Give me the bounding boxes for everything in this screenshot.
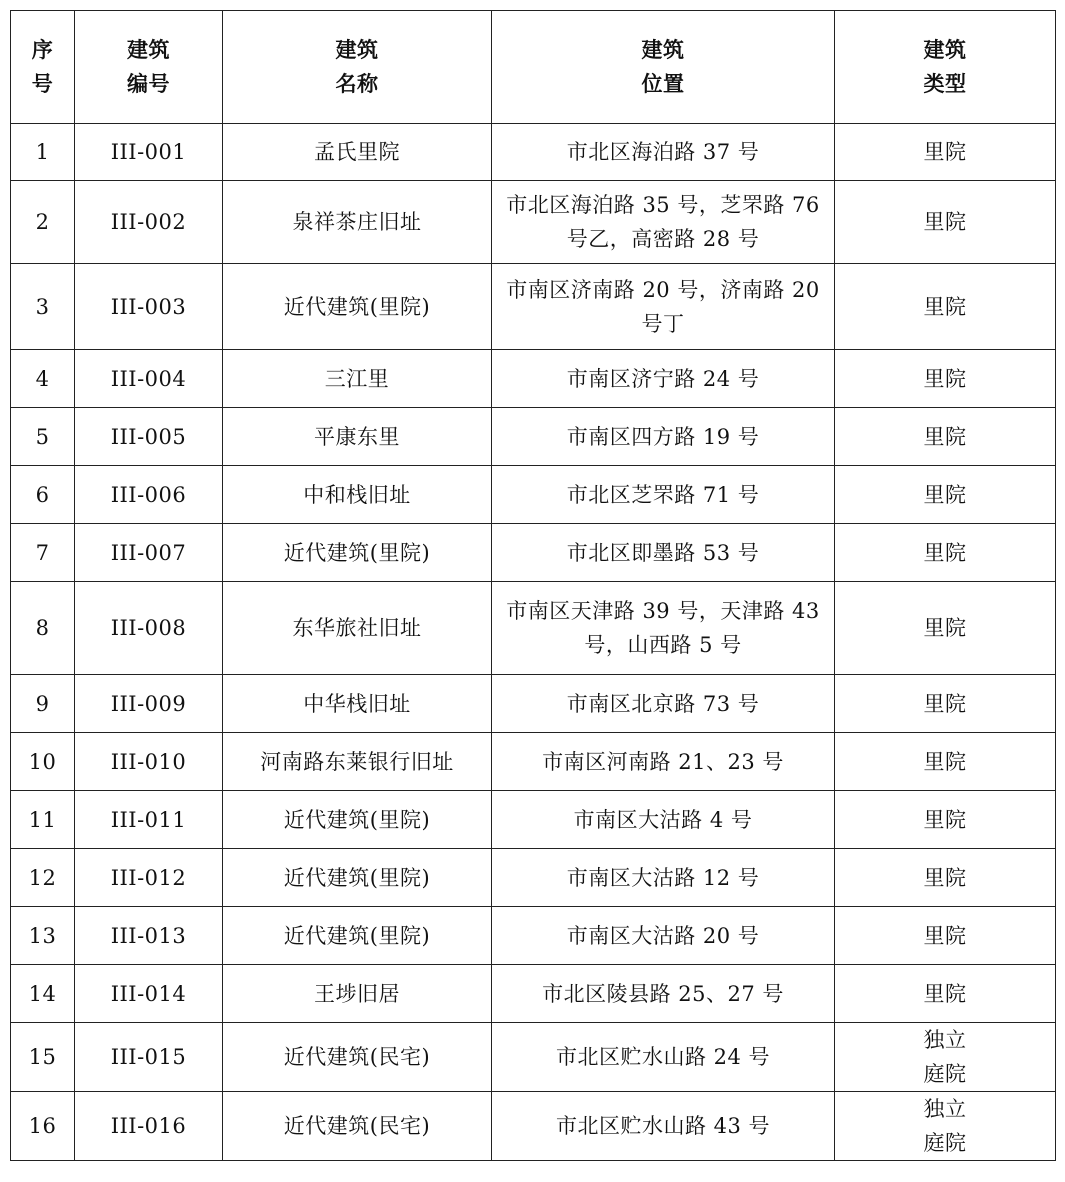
cell-location: 市南区天津路 39 号，天津路 43 号，山西路 5 号 (492, 582, 835, 675)
header-type: 建筑 类型 (835, 11, 1056, 124)
cell-name: 近代建筑(里院) (223, 849, 492, 907)
cell-name: 近代建筑(里院) (223, 791, 492, 849)
type-line: 里院 (923, 294, 967, 319)
cell-type (835, 791, 1056, 849)
table-header (11, 11, 1056, 124)
table-row (11, 582, 1056, 675)
table-row (11, 791, 1056, 849)
cell-type (835, 181, 1056, 264)
cell-code: III-005 (75, 408, 223, 466)
cell-serial: 14 (11, 965, 75, 1023)
cell-location: 市北区即墨路 53 号 (492, 524, 835, 582)
header-name: 建筑 名称 (223, 11, 492, 124)
cell-code: III-004 (75, 350, 223, 408)
cell-location: 市北区贮水山路 24 号 (492, 1023, 835, 1092)
cell-code: III-006 (75, 466, 223, 524)
header-code: 建筑 编号 (75, 11, 223, 124)
type-line: 里院 (923, 981, 967, 1006)
cell-serial: 8 (11, 582, 75, 675)
table-row (11, 1023, 1056, 1092)
table-row (11, 733, 1056, 791)
cell-code: III-015 (75, 1023, 223, 1092)
cell-location: 市北区贮水山路 43 号 (492, 1092, 835, 1161)
type-line: 里院 (923, 807, 967, 832)
table-row (11, 1092, 1056, 1161)
cell-type (835, 350, 1056, 408)
cell-type (835, 849, 1056, 907)
cell-code: III-013 (75, 907, 223, 965)
header-serial: 序 号 (11, 11, 75, 124)
table-row (11, 965, 1056, 1023)
cell-serial: 13 (11, 907, 75, 965)
cell-serial: 11 (11, 791, 75, 849)
cell-code: III-009 (75, 675, 223, 733)
table-row (11, 264, 1056, 350)
cell-code: III-014 (75, 965, 223, 1023)
type-line: 里院 (923, 482, 967, 507)
header-row (11, 11, 1056, 124)
table-row (11, 350, 1056, 408)
cell-name: 王埗旧居 (223, 965, 492, 1023)
type-line: 里院 (923, 923, 967, 948)
cell-type (835, 264, 1056, 350)
type-line: 独立 (923, 1097, 967, 1121)
cell-code: III-003 (75, 264, 223, 350)
cell-code: III-012 (75, 849, 223, 907)
type-line: 独立 (923, 1028, 967, 1052)
cell-type (835, 733, 1056, 791)
table-row (11, 907, 1056, 965)
cell-type (835, 524, 1056, 582)
type-line: 里院 (923, 140, 967, 164)
cell-name: 平康东里 (223, 408, 492, 466)
cell-serial: 16 (11, 1092, 75, 1161)
cell-location: 市北区芝罘路 71 号 (492, 466, 835, 524)
cell-serial: 5 (11, 408, 75, 466)
cell-code: III-007 (75, 524, 223, 582)
type-line: 里院 (923, 616, 967, 640)
cell-location: 市南区济宁路 24 号 (492, 350, 835, 408)
table-row (11, 408, 1056, 466)
type-line: 里院 (923, 540, 967, 565)
table-row (11, 466, 1056, 524)
cell-code: III-002 (75, 181, 223, 264)
cell-location: 市南区河南路 21、23 号 (492, 733, 835, 791)
cell-type (835, 907, 1056, 965)
cell-name: 中和栈旧址 (223, 466, 492, 524)
cell-serial: 9 (11, 675, 75, 733)
table-row (11, 181, 1056, 264)
cell-type (835, 466, 1056, 524)
cell-name: 近代建筑(里院) (223, 524, 492, 582)
type-line: 里院 (923, 424, 967, 449)
cell-name: 三江里 (223, 350, 492, 408)
cell-serial: 3 (11, 264, 75, 350)
cell-type (835, 408, 1056, 466)
table-row (11, 524, 1056, 582)
cell-name: 近代建筑(里院) (223, 264, 492, 350)
cell-serial: 6 (11, 466, 75, 524)
cell-type (835, 582, 1056, 675)
cell-serial: 15 (11, 1023, 75, 1092)
cell-serial: 2 (11, 181, 75, 264)
table-row (11, 124, 1056, 181)
cell-code: III-008 (75, 582, 223, 675)
cell-location: 市北区陵县路 25、27 号 (492, 965, 835, 1023)
buildings-table (10, 10, 1056, 1161)
table-body (11, 124, 1056, 1161)
cell-location: 市北区海泊路 35 号，芝罘路 76 号乙，高密路 28 号 (492, 181, 835, 264)
cell-serial: 12 (11, 849, 75, 907)
cell-type (835, 124, 1056, 181)
cell-serial: 1 (11, 124, 75, 181)
type-line: 里院 (923, 749, 967, 774)
type-line: 里院 (923, 210, 967, 234)
cell-name: 东华旅社旧址 (223, 582, 492, 675)
type-line: 里院 (923, 865, 967, 890)
cell-location: 市南区北京路 73 号 (492, 675, 835, 733)
cell-name: 泉祥茶庄旧址 (223, 181, 492, 264)
type-line: 庭院 (923, 1131, 967, 1155)
cell-code: III-016 (75, 1092, 223, 1161)
cell-location: 市南区济南路 20 号，济南路 20 号丁 (492, 264, 835, 350)
cell-location: 市南区大沽路 12 号 (492, 849, 835, 907)
cell-type (835, 1092, 1056, 1161)
type-line: 庭院 (923, 1062, 967, 1086)
cell-location: 市南区大沽路 20 号 (492, 907, 835, 965)
cell-name: 近代建筑(民宅) (223, 1023, 492, 1092)
cell-type (835, 1023, 1056, 1092)
cell-location: 市南区大沽路 4 号 (492, 791, 835, 849)
cell-name: 近代建筑(民宅) (223, 1092, 492, 1161)
table-row (11, 849, 1056, 907)
cell-name: 孟氏里院 (223, 124, 492, 181)
type-line: 里院 (923, 691, 967, 716)
cell-serial: 4 (11, 350, 75, 408)
cell-code: III-011 (75, 791, 223, 849)
cell-name: 中华栈旧址 (223, 675, 492, 733)
cell-name: 近代建筑(里院) (223, 907, 492, 965)
cell-location: 市北区海泊路 37 号 (492, 124, 835, 181)
cell-type (835, 965, 1056, 1023)
cell-type (835, 675, 1056, 733)
cell-serial: 7 (11, 524, 75, 582)
type-line: 里院 (923, 366, 967, 391)
cell-location: 市南区四方路 19 号 (492, 408, 835, 466)
header-location: 建筑 位置 (492, 11, 835, 124)
table-row (11, 675, 1056, 733)
cell-name: 河南路东莱银行旧址 (223, 733, 492, 791)
cell-code: III-010 (75, 733, 223, 791)
cell-serial: 10 (11, 733, 75, 791)
cell-code: III-001 (75, 124, 223, 181)
